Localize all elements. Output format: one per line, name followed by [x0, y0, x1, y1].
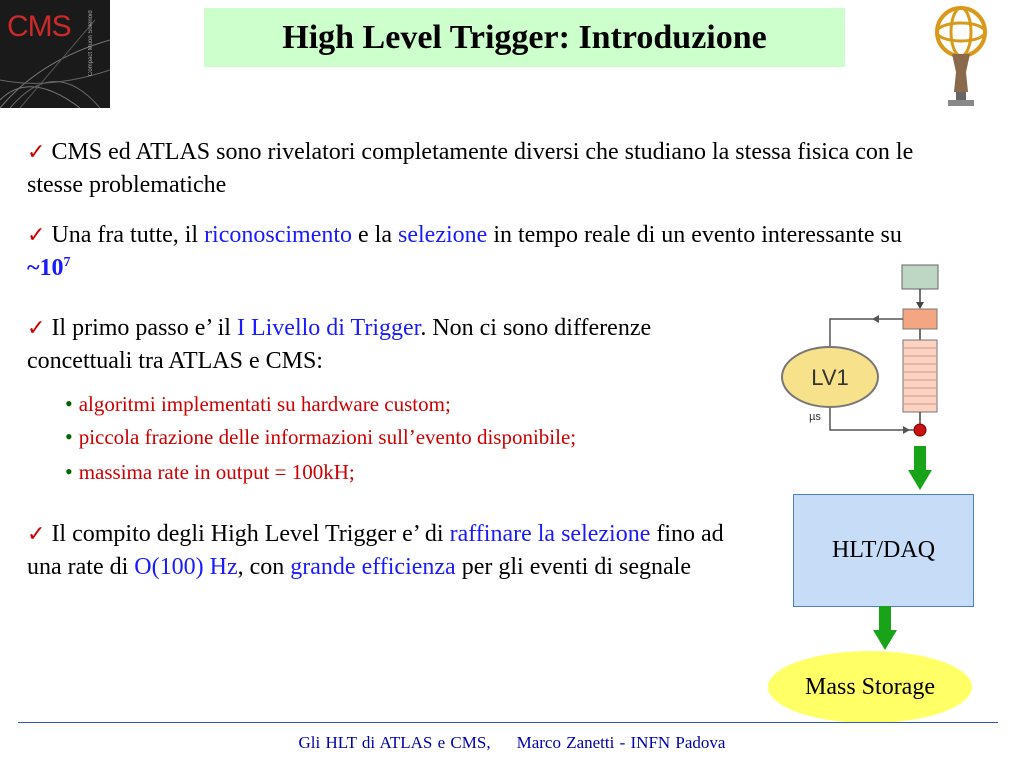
- paragraph-4-text: per gli eventi di segnale: [455, 554, 691, 580]
- cms-logo: [0, 0, 110, 108]
- checkmark-icon: ✓: [27, 521, 46, 546]
- bullet-item: [65, 391, 451, 417]
- lv1-output-line: [830, 405, 914, 430]
- paragraph-2-text: in tempo reale di un evento interessante su: [487, 222, 902, 248]
- checkmark-icon: ✓: [27, 139, 46, 164]
- lv1-diagram: [775, 260, 975, 495]
- highlight-raffinare-selezione: raffinare la selezione: [449, 521, 651, 547]
- checkmark-icon: ✓: [27, 315, 46, 340]
- cms-logo-side-text: Compact Muon Solenoid: [88, 10, 94, 76]
- highlight-rate: O(100) Hz: [134, 554, 238, 580]
- arrow-down-icon: [873, 630, 897, 650]
- detector-box: [902, 265, 938, 289]
- mass-storage-label: Mass Storage: [805, 673, 935, 700]
- checkmark-icon: ✓: [27, 222, 46, 247]
- paragraph-3-text: Il primo passo e’ il: [51, 315, 237, 341]
- mass-storage-ellipse: [768, 651, 972, 723]
- footer-divider: [18, 722, 998, 723]
- arrow-down-icon: [908, 470, 932, 490]
- event-rate-exponent: 7: [63, 255, 71, 270]
- highlight-grande-efficienza: grande efficienza: [290, 554, 456, 580]
- atlas-figure-icon: [930, 2, 992, 108]
- paragraph-1-text: CMS ed ATLAS sono rivelatori completamente diversi che studiano la stessa fisica con le stesse problematiche: [27, 139, 914, 198]
- paragraph-1: [27, 135, 947, 202]
- highlight-livello-trigger: I Livello di Trigger: [236, 315, 421, 341]
- bullet-text: algoritmi implementati su hardware custom;: [78, 392, 451, 416]
- paragraph-4-text: , con: [237, 554, 291, 580]
- paragraph-4-text: Il compito degli High Level Trigger e’ di: [51, 521, 450, 547]
- bullet-icon: •: [65, 391, 73, 416]
- storage-arrow: [870, 606, 900, 652]
- output-node: [914, 424, 926, 436]
- buffer-box: [903, 309, 937, 329]
- page-title: High Level Trigger: Introduzione: [282, 18, 767, 56]
- lv1-label: LV1: [811, 365, 849, 390]
- bullet-text: massima rate in output = 100kH;: [78, 460, 355, 484]
- footer-left: Gli HLT di ATLAS e CMS,: [298, 733, 491, 752]
- footer: [0, 733, 1024, 753]
- paragraph-4-text: fino ad una rate di: [27, 521, 724, 580]
- paragraph-3-text: . Non ci sono differenze concettuali tra ATLAS e CMS:: [27, 315, 652, 374]
- paragraph-4: [27, 517, 727, 584]
- event-rate-base: ~10: [27, 255, 64, 281]
- pipeline-box: [903, 340, 937, 412]
- footer-right: Marco Zanetti - INFN Padova: [516, 733, 726, 752]
- green-arrow-shaft: [914, 446, 926, 472]
- paragraph-2-text: Una fra tutte, il: [51, 222, 205, 248]
- event-rate: [27, 255, 70, 281]
- bullet-item: [65, 459, 355, 485]
- bullet-item: [65, 424, 576, 450]
- arrow-down-icon: [916, 302, 924, 309]
- lv1-input-line: [830, 319, 903, 348]
- paragraph-3: [27, 311, 727, 378]
- lv1-unit: µs: [809, 411, 821, 423]
- bullet-icon: •: [65, 424, 73, 449]
- bullet-text: piccola frazione delle informazioni sull’evento disponibile;: [78, 425, 577, 449]
- atlas-logo: [930, 2, 992, 108]
- hlt-daq-box: [793, 494, 974, 607]
- hlt-daq-label: HLT/DAQ: [831, 537, 936, 563]
- cms-logo-text: CMS: [7, 10, 71, 43]
- paragraph-2-text: e la: [352, 222, 399, 248]
- highlight-riconoscimento: riconoscimento: [204, 222, 353, 248]
- bullet-icon: •: [65, 459, 73, 484]
- title-banner: [204, 8, 845, 67]
- highlight-selezione: selezione: [398, 222, 488, 248]
